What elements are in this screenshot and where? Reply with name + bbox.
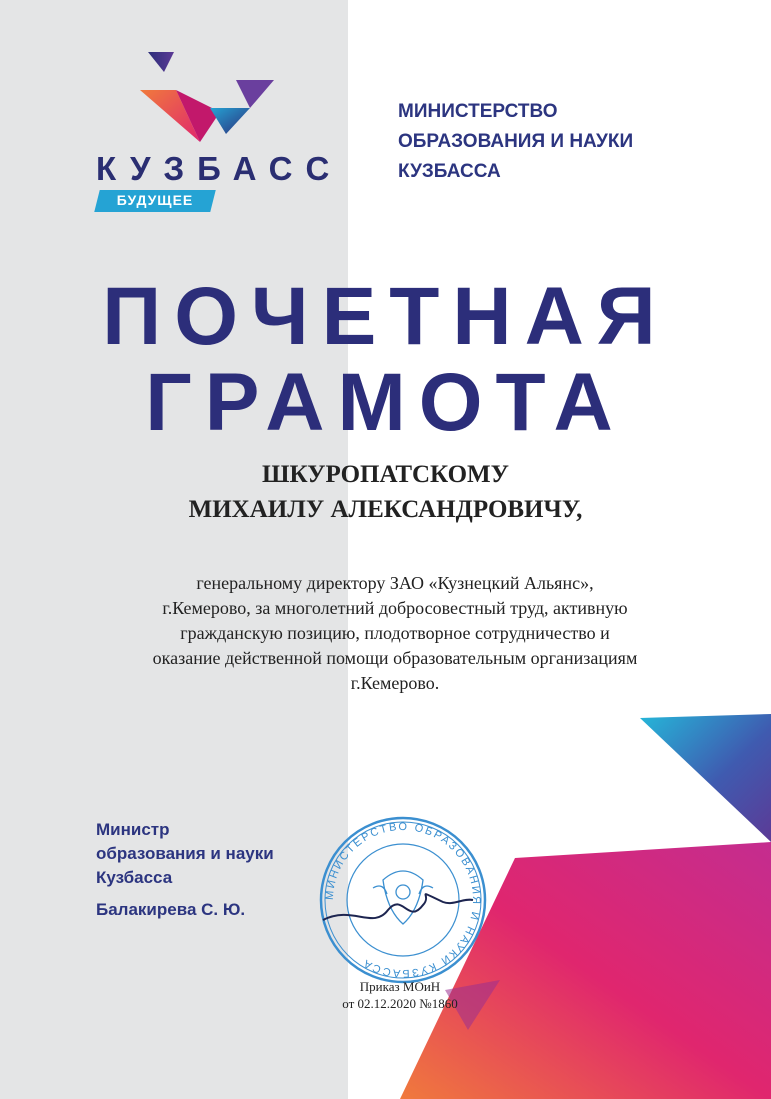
ministry-line: МИНИСТЕРСТВО: [398, 101, 558, 122]
signatory-title-line: Кузбасса: [96, 868, 173, 887]
recipient-given-names: МИХАИЛУ АЛЕКСАНДРОВИЧУ,: [188, 496, 583, 523]
signatory-title-line: образования и науки: [96, 844, 274, 863]
citation-line: оказание действенной помощи образовательным организациям: [152, 648, 638, 668]
ministry-line: ОБРАЗОВАНИЯ И НАУКИ: [398, 131, 634, 152]
official-seal-stamp: [313, 810, 493, 990]
signature-mark: [323, 894, 473, 920]
ministry-line: КУЗБАССА: [398, 161, 501, 182]
signatory-title-line: Министр: [96, 820, 170, 839]
citation-line: г.Кемерово, за многолетний добросовестный труд, активную: [162, 598, 628, 618]
svg-text:МИНИСТЕРСТВО ОБРАЗОВАНИЯ И НАУ: МИНИСТЕРСТВО ОБРАЗОВАНИЯ И НАУКИ КУЗБАССА: [323, 820, 483, 980]
signatory-title: [96, 818, 336, 890]
logo-wordmark: КУЗБАСС: [96, 150, 343, 187]
citation-line: генеральному директору ЗАО «Кузнецкий Альянс»,: [196, 573, 594, 593]
decor-cyan-triangle: [640, 714, 771, 842]
order-line: от 02.12.2020 №1860: [342, 996, 458, 1011]
certificate-title-line-2: ГРАМОТА: [145, 357, 626, 448]
order-reference: [300, 978, 500, 1012]
signatory-name: Балакирева С. Ю.: [96, 900, 246, 919]
recipient-surname: ШКУРОПАТСКОМУ: [262, 461, 509, 488]
logo-tagline: БУДУЩЕЕ: [116, 192, 194, 208]
certificate-title-line-1: ПОЧЕТНАЯ: [102, 271, 669, 362]
citation-line: г.Кемерово.: [350, 673, 440, 693]
order-line: Приказ МОиН: [359, 979, 441, 994]
citation-line: гражданскую позицию, плодотворное сотрудничество и: [180, 623, 610, 643]
